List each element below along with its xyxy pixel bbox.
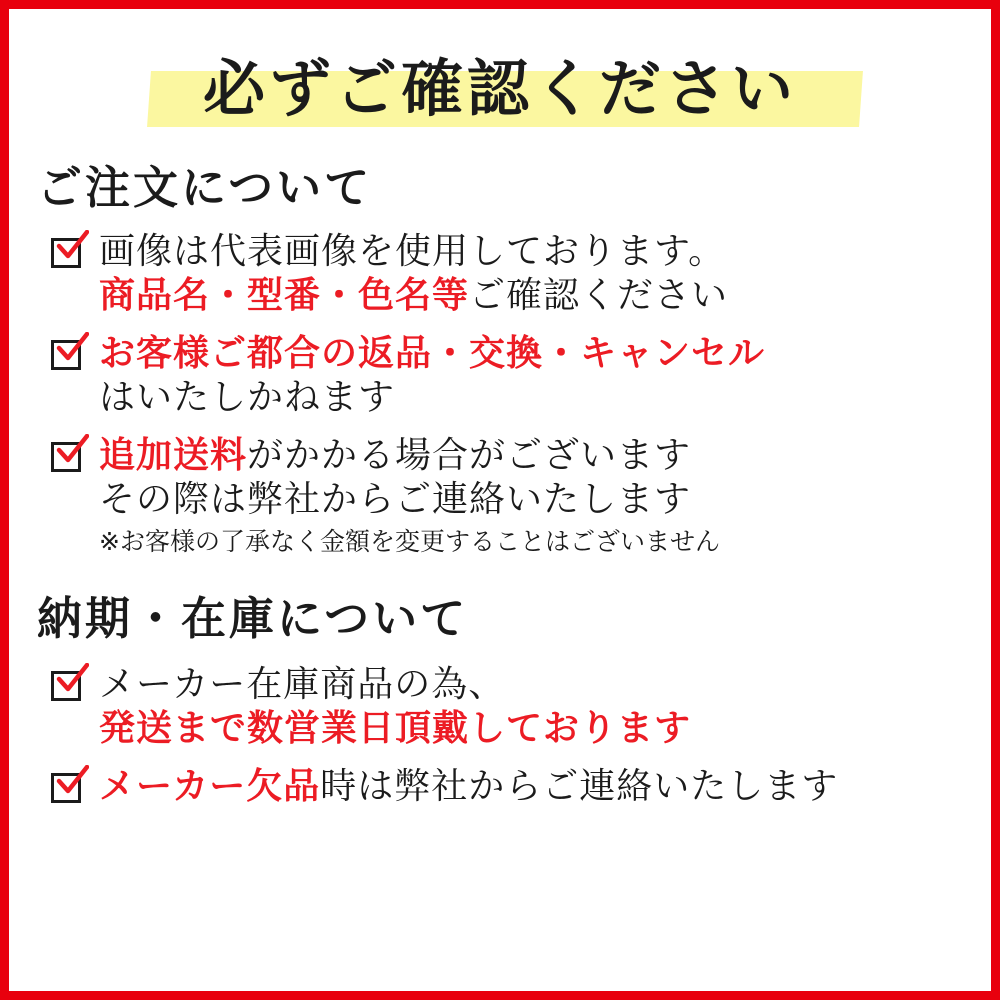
- checkbox-checked-icon: [49, 667, 89, 707]
- section-heading-delivery: 納期・在庫について: [37, 591, 469, 645]
- item-line: 画像は代表画像を使用しております。: [99, 231, 726, 272]
- list-item: [49, 230, 991, 318]
- item-line: 商品名・型番・色名等ご確認ください: [99, 274, 729, 316]
- list-item: [49, 434, 991, 558]
- item-line: その際は弊社からご連絡いたします: [99, 478, 692, 520]
- item-line: お客様ご都合の返品・交換・キャンセル: [99, 332, 766, 374]
- border-left: [0, 0, 9, 1000]
- checkbox-checked-icon: [49, 438, 89, 478]
- item-line: メーカー欠品時は弊社からご連絡いたします: [99, 765, 839, 807]
- checkbox-checked-icon: [49, 769, 89, 809]
- item-line: メーカー在庫商品の為、: [99, 663, 506, 705]
- title-text: 必ずご確認ください: [202, 52, 797, 125]
- list-item: [49, 765, 991, 809]
- item-line: 発送まで数営業日頂戴しております: [99, 707, 692, 749]
- item-line: はいたしかねます: [99, 376, 396, 418]
- list-item: [49, 663, 991, 751]
- checkbox-checked-icon: [49, 336, 89, 376]
- section-heading-orders: ご注文について: [37, 161, 373, 214]
- border-bottom: [0, 991, 1000, 1000]
- border-top: [0, 0, 1000, 9]
- item-note: ※お客様の了承なく金額を変更することはございません: [99, 527, 720, 557]
- notice-page: [9, 9, 991, 991]
- item-line: 追加送料がかかる場合がございます: [99, 434, 692, 476]
- page-title: [9, 39, 991, 139]
- border-right: [991, 0, 1000, 1000]
- checkbox-checked-icon: [49, 234, 89, 274]
- list-item: [49, 332, 991, 420]
